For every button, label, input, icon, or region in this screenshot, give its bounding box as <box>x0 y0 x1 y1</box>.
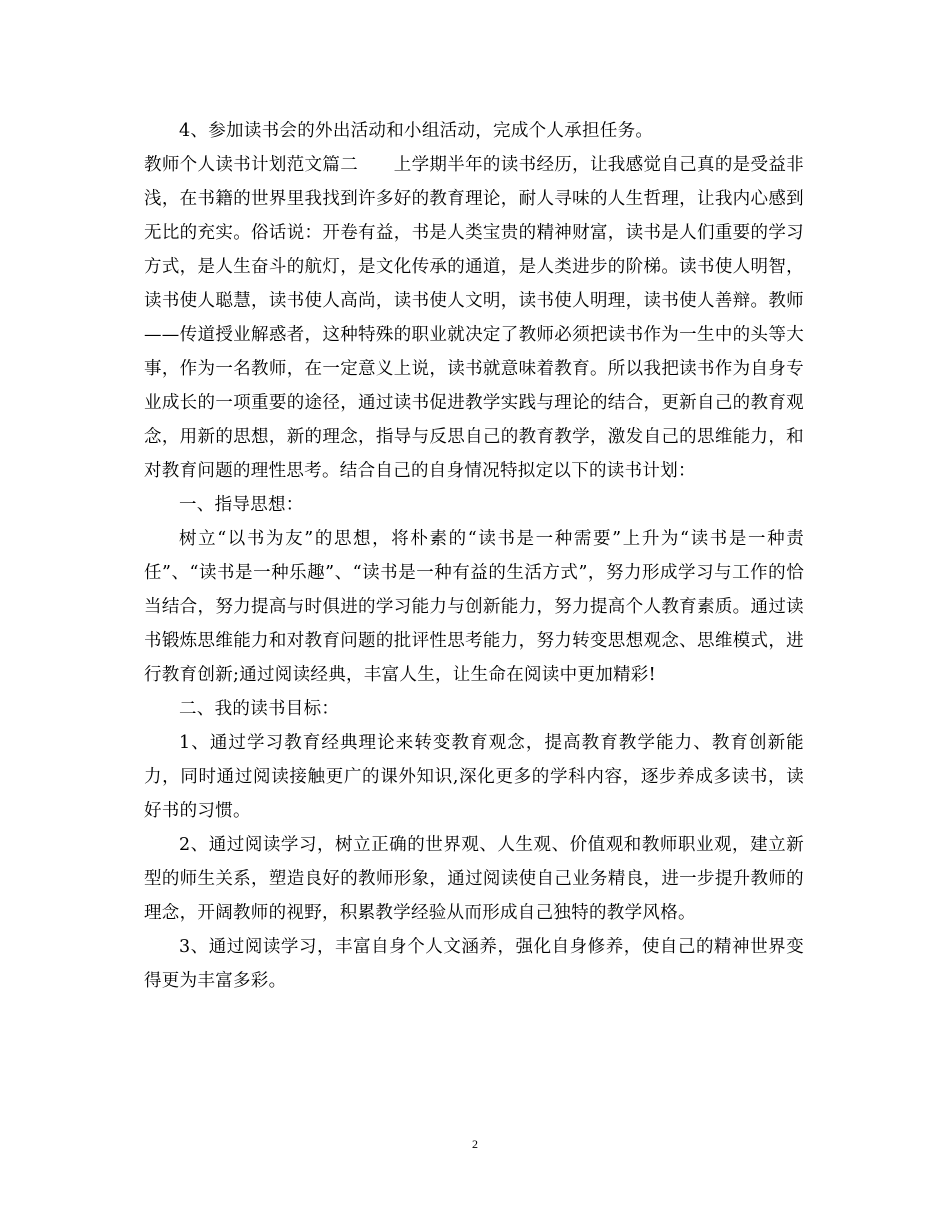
paragraph-guiding-ideology: 树立“以书为友”的思想，将朴素的“读书是一种需要”上升为“读书是一种责任”、“读书是一种乐趣”、“读书是一种有益的生活方式”，努力形成学习与工作的恰当结合，努力提高与时俱进的学习能力与创新能力，努力提高个人教育素质。通过读书锻炼思维能力和对教育问题的批评性思考能力，努力转变思想观念、思维模式，进行教育创新;通过阅读经典，丰富人生，让生命在阅读中更加精彩! <box>144 529 804 685</box>
paragraph-goal-1: 1、通过学习教育经典理论来转变教育观念，提高教育教学能力、教育创新能力，同时通过阅读接触更广的课外知识,深化更多的学科内容，逐步养成多读书，读好书的习惯。 <box>144 733 804 821</box>
paragraph-intro: 教师个人读书计划范文篇二 上学期半年的读书经历，让我感觉自己真的是受益非浅，在书籍的世界里我找到许多好的教育理论，耐人寻味的人生哲理，让我内心感到无比的充实。俗话说：开卷有益，书是人类宝贵的精神财富，读书是人们重要的学习方式，是人生奋斗的航灯，是文化传承的通道，是人类进步的阶梯。读书使人明智，读书使人聪慧，读书使人高尚，读书使人文明，读书使人明理，读书使人善辩。教师——传道授业解惑者，这种特殊的职业就决定了教师必须把读书作为一生中的头等大事，作为一名教师，在一定意义上说，读书就意味着教育。所以我把读书作为自身专业成长的一项重要的途径，通过读书促进教学实践与理论的结合，更新自己的教育观念，用新的思想，新的理念，指导与反思自己的教育教学，激发自己的思维能力，和对教育问题的理性思考。结合自己的自身情况特拟定以下的读书计划： <box>144 155 804 481</box>
heading-guiding-ideology: 一、指导思想： <box>179 495 304 515</box>
page-number: 2 <box>472 1137 478 1151</box>
document-body <box>144 114 804 998</box>
paragraph-goal-3: 3、通过阅读学习，丰富自身个人文涵养，强化自身修养，使自己的精神世界变得更为丰富多彩。 <box>144 937 804 991</box>
heading-reading-goals: 二、我的读书目标： <box>179 699 340 719</box>
paragraph-item-4: 4、参加读书会的外出活动和小组活动，完成个人承担任务。 <box>179 121 654 141</box>
paragraph-goal-2: 2、通过阅读学习，树立正确的世界观、人生观、价值观和教师职业观，建立新型的师生关系，塑造良好的教师形象，通过阅读使自己业务精良，进一步提升教师的理念，开阔教师的视野，积累教学经验从而形成自己独特的教学风格。 <box>144 835 804 923</box>
